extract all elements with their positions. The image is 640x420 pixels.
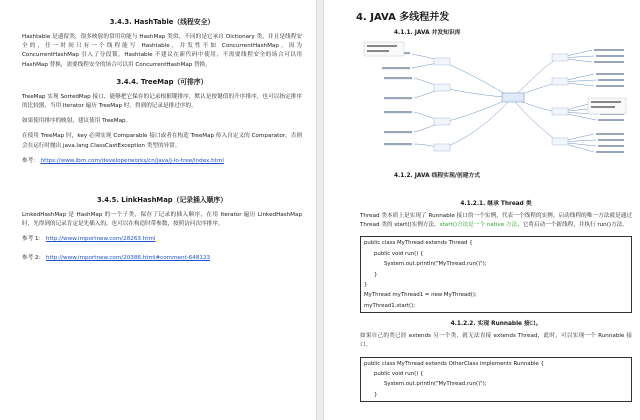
right-page xyxy=(324,0,640,420)
code-line: public class MyThread extends Thread { xyxy=(364,240,473,247)
page-gutter xyxy=(316,0,324,420)
linkedhashmap-paragraph: LinkedHashMap 是 HashMap 的一个子类，保存了记录的插入顺序，在用 Iterator 遍历 LinkedHashMap 时，先得到的记录肯定是先插入的，也可以在构造时带参数，按照访问次序排序。 xyxy=(22,211,302,228)
treemap-paragraph-2: 如果使用排序的映射，建议使用 TreeMap。 xyxy=(22,118,132,125)
linkedhashmap-heading: 3.4.5. LinkHashMap（记录插入顺序） xyxy=(96,195,228,204)
code-line: System.out.println("MyThread.run()"); xyxy=(384,381,487,388)
impl-heading: 4.1.2. JAVA 线程实现/创建方式 xyxy=(394,173,481,179)
chapter-heading: 4. JAVA 多线程并发 xyxy=(356,12,450,23)
code-line: public void run() { xyxy=(374,371,424,378)
code-block-runnable xyxy=(360,357,632,403)
thread-paragraph xyxy=(360,212,632,230)
code-line: myThread1.start(); xyxy=(364,302,416,309)
concurrency-mind-map xyxy=(362,40,632,160)
ref2-link[interactable]: http://www.importnew.com/20386.html#comment-648123 xyxy=(45,255,211,262)
code-line: } xyxy=(364,282,368,289)
thread-paragraph-native: start()方法是一个 native 方法 xyxy=(439,222,518,229)
ref1-link[interactable]: http://www.importnew.com/28263.html xyxy=(45,236,156,243)
code-line: } xyxy=(374,271,378,278)
treemap-paragraph-1: TreeMap 实现 SortedMap 接口，能够把它保存的记录根据键排序，默认是按键值的升序排序，也可以指定排序的比较器，当用 Iterator 遍历 TreeMap 时，得到的记录是排过序的。 xyxy=(22,93,302,110)
ref2-label: 参考 2： xyxy=(22,255,45,262)
hashtable-heading: 3.4.3. HashTable（线程安全） xyxy=(109,18,215,26)
left-page xyxy=(0,0,316,420)
thread-paragraph-part-b: ，它将启动一个新线程，并执行 run()方法。 xyxy=(517,222,628,229)
treemap-paragraph-3: 在使用 TreeMap 时，key 必须实现 Comparable 接口或者在构造 TreeMap 传入自定义的 Comparator，否则会在运行时抛出 java.lang.ClassCastException 类型的异常。 xyxy=(22,133,302,149)
runnable-heading: 4.1.2.2. 实现 Runnable 接口。 xyxy=(450,321,542,328)
knowledge-heading: 4.1.1. JAVA 并发知识库 xyxy=(394,30,461,36)
code-block-thread xyxy=(360,236,632,313)
runnable-paragraph: 如果自己的类已经 extends 另一个类，就无法直接 extends Thread，此时，可以实现一个 Runnable 接口。 xyxy=(360,333,632,349)
code-line: } xyxy=(374,391,378,398)
code-line: System.out.println("MyThread.run()"); xyxy=(384,261,487,268)
treemap-reference xyxy=(22,157,302,166)
code-line: public void run() { xyxy=(374,250,424,257)
treemap-heading: 3.4.4. TreeMap（可排序） xyxy=(116,77,208,86)
mind-map-graphic xyxy=(362,40,632,160)
reference-2 xyxy=(22,254,302,263)
treemap-ref-label: 参考： xyxy=(22,157,39,164)
thread-paragraph-part-a: Thread 类本质上是实现了 Runnable 接口的一个实例，代表一个线程的实例。启动线程的唯一方法就是通过 Thread 类的 start()实例方法。 xyxy=(360,213,632,229)
code-line: MyThread myThread1 = new MyThread(); xyxy=(364,292,477,299)
treemap-ref-link[interactable]: https://www.ibm.com/developerworks/cn/java/j-lo-tree/index.html xyxy=(40,157,224,164)
hashtable-paragraph: Hashtable 是遗留类，很多映射的常用功能与 HashMap 类似，不同的是它承自 Dictionary 类，并且是线程安全的，任一时间只有一个线程能写 Hashtable，并发性不如 ConcurrentHashMap，因为 ConcurrentHashMap 引入了分段锁。Hashtable 不建议在新代码中使用，不需要线程安全的场合可以用 HashMap 替换，需要线程安全的场合可以用 ConcurrentHashMap 替换。 xyxy=(22,34,302,68)
ref1-label: 参考 1： xyxy=(22,236,45,243)
reference-1 xyxy=(22,235,302,244)
thread-heading: 4.1.2.1. 继承 Thread 类 xyxy=(460,201,532,207)
code-line: public class MyThread extends OtherClass implements Runnable { xyxy=(364,360,544,367)
